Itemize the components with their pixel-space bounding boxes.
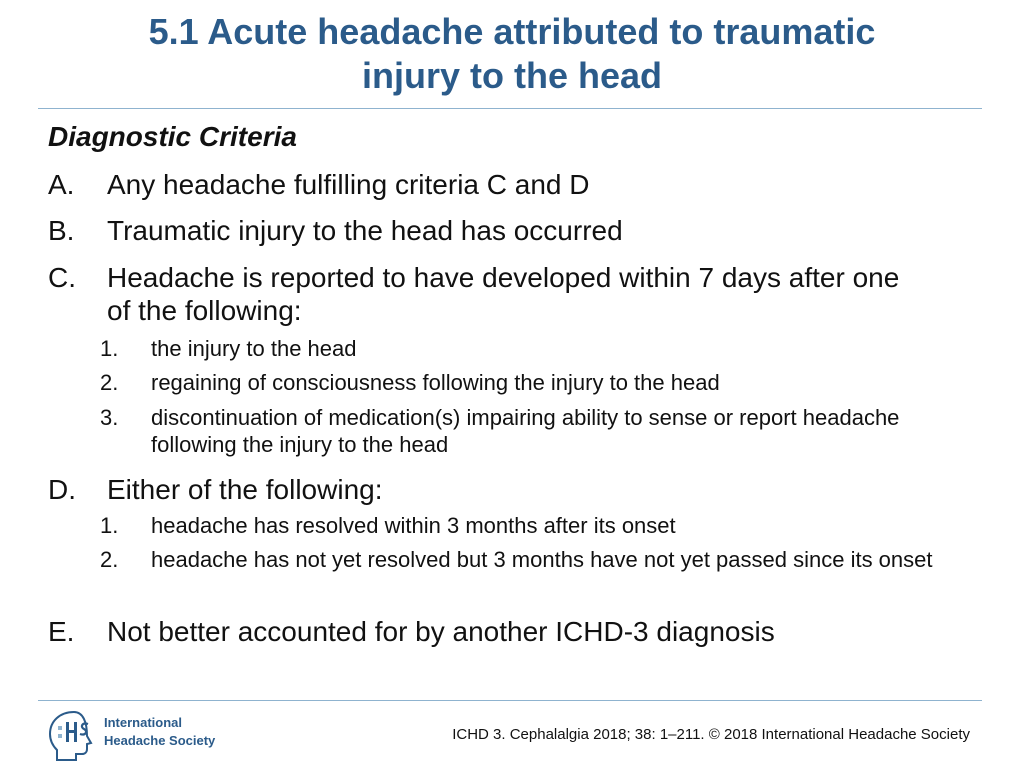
criterion-c-subitem-1 <box>96 335 976 362</box>
criterion-d-subitem-1 <box>96 512 976 539</box>
page-title-line-2: injury to the head <box>361 55 663 96</box>
subitem-text: the injury to the head <box>151 336 357 361</box>
criterion-letter: C. <box>48 262 76 293</box>
ihs-logo <box>44 708 234 764</box>
criterion-letter: A. <box>48 169 75 200</box>
footer-divider <box>38 700 982 701</box>
ihs-logo-text <box>104 714 215 750</box>
subitem-text: headache has resolved within 3 months after its onset <box>151 513 676 538</box>
criterion-text: Either of the following: <box>107 474 383 505</box>
subitem-number: 1. <box>100 336 119 361</box>
subitem-number: 2. <box>100 370 119 395</box>
criterion-e <box>48 615 968 648</box>
criterion-c-subitem-2 <box>96 369 976 396</box>
criterion-letter: E. <box>48 616 75 647</box>
criterion-d-subitem-2 <box>96 546 976 573</box>
subitem-text: headache has not yet resolved but 3 months have not yet passed since its onset <box>151 547 933 572</box>
criterion-a <box>48 168 968 201</box>
page-title-line-1: 5.1 Acute headache attributed to traumatic <box>148 11 876 52</box>
page-title <box>40 10 984 98</box>
criterion-letter: B. <box>48 215 75 246</box>
subitem-text: regaining of consciousness following the injury to the head <box>151 370 720 395</box>
logo-line-2: Headache Society <box>104 733 216 748</box>
criterion-text: Traumatic injury to the head has occurred <box>107 215 623 246</box>
ihs-head-icon <box>44 708 102 764</box>
criterion-text: Any headache fulfilling criteria C and D <box>107 169 590 200</box>
subitem-text: discontinuation of medication(s) impairing ability to sense or report headache following the injury to the head <box>151 405 900 457</box>
subitem-number: 1. <box>100 513 119 538</box>
logo-line-1: International <box>104 715 183 730</box>
criterion-c <box>48 261 928 327</box>
title-divider <box>38 108 982 109</box>
diagnostic-criteria-heading: Diagnostic Criteria <box>48 121 297 152</box>
criterion-text: Headache is reported to have developed within 7 days after one of the following: <box>107 262 900 326</box>
criterion-c-subitem-3 <box>96 404 946 458</box>
criterion-b <box>48 214 968 247</box>
criterion-d <box>48 473 968 506</box>
citation: ICHD 3. Cephalalgia 2018; 38: 1–211. © 2018 International Headache Society <box>452 726 970 743</box>
subitem-number: 2. <box>100 547 119 572</box>
criterion-text: Not better accounted for by another ICHD-3 diagnosis <box>107 616 775 647</box>
subitem-number: 3. <box>100 405 119 430</box>
criterion-letter: D. <box>48 474 76 505</box>
